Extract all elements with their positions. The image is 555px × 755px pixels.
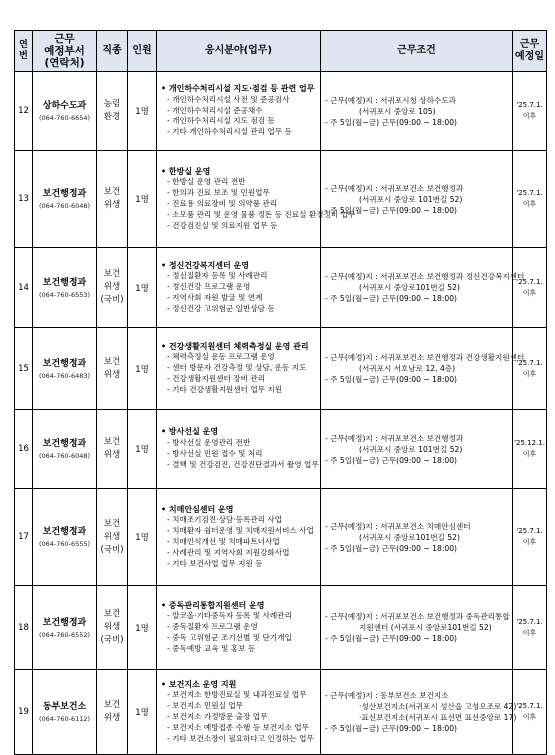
job-type-line: 위생	[103, 282, 121, 292]
start-date-line: '25.7.1.	[516, 702, 543, 710]
table-row	[15, 151, 547, 248]
table-row	[15, 670, 547, 755]
duty-field	[157, 151, 356, 248]
condition-line: - 근무(예정)지 : 서귀포보건소 보건행정과 정신건강복지센터	[325, 272, 525, 281]
condition-line: - 근무(예정)지 : 동부보건소 보건지소	[325, 691, 449, 700]
start-date-line: '25.12.1.	[514, 439, 545, 447]
start-date-line: 이후	[522, 112, 537, 120]
duty-field	[157, 586, 321, 670]
duty-item: - 건강검진실 및 의료지원 업무 등	[167, 220, 278, 230]
header-dept: 근무 예정부서 (연락처)	[33, 31, 97, 72]
job-type-line: 환경	[103, 112, 121, 122]
duty-item: - 치매인식개선 및 치매파트너사업	[167, 537, 280, 546]
duty-item: - 치매조기검진·상담·등록관리 사업	[167, 515, 283, 525]
headcount: 1명	[128, 489, 157, 586]
duty-item: - 중독질환자 프로그램 운영	[167, 622, 258, 632]
dept-name: 보건행정과	[42, 277, 87, 288]
condition-line: (서귀포시 중앙로101번길 52)	[359, 283, 460, 292]
job-type-line: 보건	[103, 700, 121, 710]
condition-line: - 주 5일(월~금) 근무(09:00 ~ 18:00)	[325, 634, 457, 643]
job-type-line: 위생	[103, 200, 121, 210]
job-type	[97, 151, 128, 248]
duty-item: - 결핵 및 건강검진, 건강진단결과서 촬영 업무	[167, 459, 319, 469]
condition-line: - 주 5일(월~금) 근무(09:00 ~ 18:00)	[325, 724, 457, 733]
dept-phone: (064-760-6048)	[38, 202, 91, 210]
header-date: 근무 예정일	[513, 31, 547, 72]
row-number: 18	[15, 586, 33, 670]
dept-cell	[33, 151, 97, 248]
start-date-line: '25.7.1.	[516, 358, 543, 367]
dept-phone: (064-760-6553)	[38, 290, 91, 299]
job-type-line: 보건	[103, 518, 121, 529]
duty-title: • 정신건강복지센터 운영	[161, 260, 249, 270]
start-date-line: 이후	[522, 200, 537, 208]
duty-item: - 기타 보건사업 업무 지원 등	[167, 558, 263, 568]
start-date	[513, 410, 547, 489]
header-row	[15, 31, 547, 72]
table-row	[15, 489, 547, 586]
job-type-line: 보건	[103, 269, 121, 279]
condition-line: 지원센터 (서귀포시 중앙로101번길 52)	[359, 623, 492, 632]
work-condition	[321, 151, 513, 248]
work-condition	[321, 72, 513, 151]
job-type	[97, 670, 128, 755]
dept-phone: (064-760-6555)	[38, 540, 91, 548]
duty-item: - 센터 방문자 건강측정 및 상담, 운동 지도	[167, 363, 307, 373]
dept-cell	[33, 72, 97, 151]
dept-phone: (064-760-6112)	[38, 715, 91, 723]
duty-item: - 중독예방 교육 및 홍보 등	[167, 643, 256, 653]
duty-item: - 치매환자 쉼터운영 및 치매지원서비스 사업	[167, 526, 314, 536]
start-date-line: 이후	[522, 628, 537, 637]
job-type-line: 보건	[103, 356, 121, 367]
duty-field	[157, 72, 321, 151]
work-condition	[321, 489, 513, 586]
job-type	[97, 489, 128, 586]
duty-field	[157, 248, 321, 328]
headcount: 1명	[128, 586, 157, 670]
start-date	[513, 328, 547, 410]
start-date	[513, 489, 547, 586]
dept-name: 동부보건소	[42, 702, 87, 712]
condition-line: - 근무(예정)지 : 서귀포보건소 보건행정과	[325, 183, 464, 193]
duty-title: • 방사선실 운영	[161, 427, 219, 437]
duty-item: - 보건지소 한방진료실 및 내과진료실 업무	[167, 690, 307, 700]
condition-line: - 근무(예정)지 : 서귀포보건소 보건행정과 중독관리통합	[325, 612, 510, 621]
duty-title: • 개인하수처리시설 지도·점검 등 관련 업무	[161, 84, 315, 93]
condition-line: - 주 5일(월~금) 근무(09:00 ~ 18:00)	[325, 294, 457, 303]
duty-item: - 한방실 운영 관리 전반	[167, 177, 246, 187]
condition-line: - 주 5일(월~금) 근무(09:00 ~ 18:00)	[325, 543, 457, 553]
job-type-line: 위생	[103, 622, 121, 632]
table-row	[15, 72, 547, 151]
condition-line: - 근무(예정)지 : 서귀포보건소 치매안심센터	[325, 521, 471, 531]
job-type	[97, 586, 128, 670]
dept-name: 보건행정과	[42, 617, 87, 628]
start-date	[513, 248, 547, 328]
job-type-line: 보건	[103, 437, 121, 447]
duty-item: - 방사선실 운영관리 전반	[167, 438, 251, 448]
dept-phone: (064-760-6654)	[38, 114, 91, 122]
condition-line: - 근무(예정)지 : 서귀포보건소 보건행정과 건강생활지원센터	[325, 353, 525, 362]
condition-line: ·표선보건지소(서귀포시 표선면 표선중앙로 17)	[359, 713, 517, 722]
duty-field	[157, 489, 321, 586]
duty-item: - 정신질환자 등록 및 사례관리	[167, 271, 268, 281]
duty-item: - 체력측정실 운동 프로그램 운영	[167, 352, 275, 362]
dept-cell	[33, 410, 97, 489]
headcount: 1명	[128, 151, 157, 248]
table-row	[15, 328, 547, 410]
recruitment-table	[14, 30, 547, 755]
job-type-line: (국비)	[100, 295, 124, 305]
headcount: 1명	[128, 72, 157, 151]
row-number: 15	[15, 328, 33, 410]
work-condition	[321, 328, 525, 410]
job-type-line: 위생	[103, 369, 121, 380]
condition-line: - 주 5일(월~금) 근무(09:00 ~ 18:00)	[325, 375, 457, 384]
start-date-line: '25.7.1.	[516, 527, 543, 535]
dept-cell	[33, 489, 97, 586]
header-condition: 근무조건	[321, 31, 513, 72]
dept-cell	[33, 586, 97, 670]
row-number: 17	[15, 489, 33, 586]
duty-field	[157, 670, 321, 755]
duty-item: - 보건지소 민원실 업무	[167, 701, 244, 711]
headcount: 1명	[128, 410, 157, 489]
table-row	[15, 586, 547, 670]
headcount: 1명	[128, 328, 157, 410]
headcount: 1명	[128, 670, 157, 755]
condition-line: - 주 5일(월~금) 근무(09:00 ~ 18:00)	[325, 117, 457, 127]
start-date-line: '25.7.1.	[516, 277, 543, 286]
duty-item: - 기타 개인하수처리시설 관리 업무 등	[167, 127, 292, 137]
dept-name: 보건행정과	[42, 439, 87, 449]
start-date	[513, 670, 547, 755]
duty-title: • 한방실 운영	[161, 166, 211, 176]
start-date-line: 이후	[522, 450, 537, 458]
job-type-line: 위생	[103, 450, 121, 460]
duty-item: - 기타 건강생활지원센터 업무 지원	[167, 384, 283, 394]
row-number: 16	[15, 410, 33, 489]
condition-line: - 주 5일(월~금) 근무(09:00 ~ 18:00)	[325, 455, 457, 465]
duty-item: - 중독 고위험군 조기선별 및 단기개입	[167, 632, 292, 642]
work-condition	[321, 586, 513, 670]
job-type-line: 보건	[103, 187, 121, 197]
job-type	[97, 410, 128, 489]
dept-phone: (064-760-6048)	[38, 452, 91, 460]
job-type-line: 농림	[103, 99, 121, 109]
duty-item: - 기타 보건소장이 필요하다고 인정하는 업무	[167, 733, 314, 743]
duty-item: - 사례관리 및 지역사회 지원강화사업	[167, 547, 290, 557]
dept-cell	[33, 328, 97, 410]
start-date-line: '25.7.1.	[516, 189, 543, 197]
duty-item: - 개인하수처리시설 지도 점검 등	[167, 116, 275, 126]
duty-title: • 중독관리통합지원센터 운영	[161, 600, 265, 610]
duty-item: - 소모품 관리 및 운영 물품 정돈 등 진료실 환경정비 업무	[167, 209, 356, 219]
start-date-line: '25.7.1.	[516, 617, 543, 626]
duty-item: - 정신건강 프로그램 운영	[167, 282, 251, 292]
header-no: 연번	[15, 31, 33, 72]
start-date	[513, 151, 547, 248]
start-date-line: '25.7.1.	[516, 101, 543, 109]
start-date-line: 이후	[522, 538, 537, 546]
condition-line: (서귀포시 중앙로 101번길 52)	[359, 444, 463, 454]
header-job: 직종	[97, 31, 128, 72]
duty-item: - 건강생활지원센터 장비 관리	[167, 373, 266, 383]
start-date-line: 이후	[522, 288, 537, 297]
start-date-line: 이후	[522, 369, 537, 378]
dept-cell	[33, 248, 97, 328]
duty-title: • 보건지소 운영 지원	[161, 679, 237, 689]
condition-line: - 근무(예정)지 : 서귀포시청 상하수도과	[325, 95, 456, 105]
dept-phone: (064-760-6552)	[38, 630, 91, 639]
duty-item: - 진료용 의료장비 및 의약품 관리	[167, 199, 278, 208]
job-type	[97, 328, 128, 410]
dept-name: 상하수도과	[42, 101, 87, 111]
duty-item: - 알코올·기타중독자 등록 및 사례관리	[167, 611, 292, 621]
table-row	[15, 248, 547, 328]
duty-item: - 개인하수처리시설 준공채수	[167, 105, 263, 115]
job-type	[97, 248, 128, 328]
duty-item: - 지역사회 자원 발굴 및 연계	[167, 292, 263, 302]
dept-cell	[33, 670, 97, 755]
condition-line: - 주 5일(월~금) 근무(09:00 ~ 18:00)	[325, 205, 457, 215]
job-type-line: (국비)	[100, 635, 124, 645]
condition-line: - 근무(예정)지 : 서귀포보건소 보건행정과	[325, 433, 464, 443]
row-number: 14	[15, 248, 33, 328]
job-type-line: 보건	[103, 609, 121, 619]
headcount: 1명	[128, 248, 157, 328]
start-date	[513, 72, 547, 151]
dept-phone: (064-760-6483)	[38, 371, 91, 380]
condition-line: (서귀포시 중앙로101번길 52)	[359, 532, 460, 542]
duty-item: - 개인하수처리시설 사전 및 준공검사	[167, 94, 290, 104]
work-condition	[321, 410, 513, 489]
duty-field	[157, 410, 321, 489]
start-date	[513, 586, 547, 670]
work-condition	[321, 670, 517, 755]
duty-item: - 방사선실 민원 접수 및 처리	[167, 449, 263, 458]
condition-line: ·성산보건지소(서귀포시 성산읍 고성오조로 42)	[359, 702, 517, 711]
start-date-line: 이후	[522, 713, 537, 721]
duty-title: • 치매안심센터 운영	[161, 504, 234, 514]
duty-item: - 한의과 진료 보조 및 민원업무	[167, 188, 270, 198]
condition-line: (서귀포시 중앙로 105)	[359, 106, 436, 116]
duty-title: • 건강생활지원센터 체력측정실 운영 관리	[161, 341, 309, 351]
dept-name: 보건행정과	[42, 527, 87, 537]
job-type-line: 위생	[103, 531, 121, 542]
work-condition	[321, 248, 525, 328]
header-field: 응시분야(업무)	[157, 31, 321, 72]
condition-line: (서귀포시 서호남로 12, 4층)	[359, 364, 456, 373]
table-body	[15, 72, 547, 755]
duty-item: - 보건지소 예방접종 수행 등 보건지소 업무	[167, 722, 309, 732]
job-type-line: 위생	[103, 713, 121, 723]
condition-line: (서귀포시 중앙로 101번길 52)	[359, 194, 463, 204]
duty-item: - 정신건강 고위험군 일반상담 등	[167, 303, 275, 313]
row-number: 12	[15, 72, 33, 151]
dept-name: 보건행정과	[42, 189, 87, 199]
duty-item: - 보건지소 가정방문 출장 업무	[167, 712, 268, 721]
header-count: 인원	[128, 31, 157, 72]
dept-name: 보건행정과	[42, 358, 87, 369]
row-number: 13	[15, 151, 33, 248]
job-type	[97, 72, 128, 151]
table-row	[15, 410, 547, 489]
job-type-line: (국비)	[100, 544, 124, 555]
row-number: 19	[15, 670, 33, 755]
duty-field	[157, 328, 321, 410]
